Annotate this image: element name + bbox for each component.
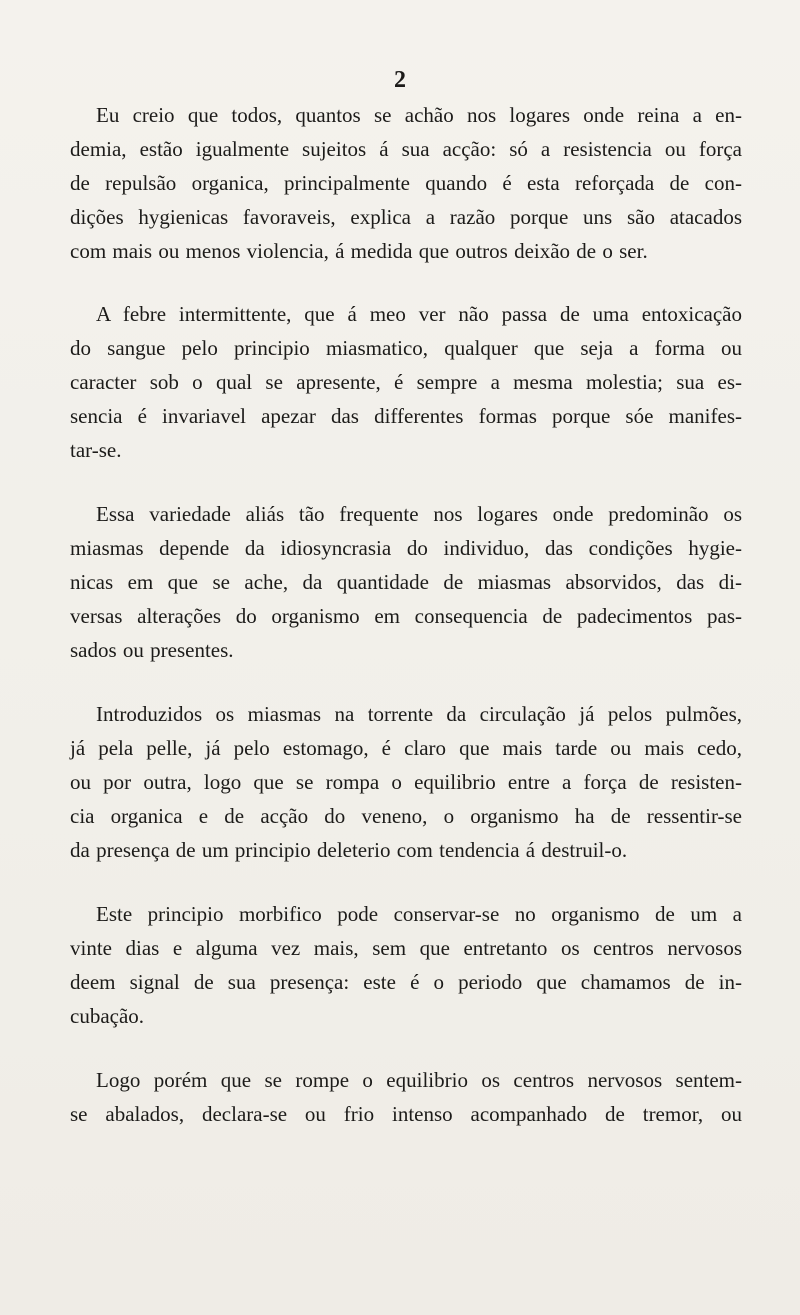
- text-line: da presença de um principio deleterio com tendencia á destruil-o.: [70, 838, 628, 862]
- text-line: cia organica e de acção do veneno, o organismo ha de ressentir-se: [70, 804, 742, 828]
- text-line: Eu creio que todos, quantos se achão nos logares onde reina a en-: [96, 103, 742, 127]
- text-line: Este principio morbifico pode conservar-se no organismo de um a: [96, 902, 742, 926]
- paragraph-2: [70, 297, 742, 467]
- paragraph-3: [70, 497, 742, 667]
- text-line: versas alterações do organismo em consequencia de padecimentos pas-: [70, 604, 742, 628]
- paragraph-4: [70, 697, 742, 867]
- text-line: caracter sob o qual se apresente, é sempre a mesma molestia; sua es-: [70, 370, 742, 394]
- text-line: já pela pelle, já pelo estomago, é claro que mais tarde ou mais cedo,: [70, 736, 742, 760]
- text-line: A febre intermittente, que á meo ver não passa de uma entoxicação: [96, 302, 742, 326]
- text-line: dições hygienicas favoraveis, explica a razão porque uns são atacados: [70, 205, 742, 229]
- text-line: sados ou presentes.: [70, 638, 234, 662]
- text-line: nicas em que se ache, da quantidade de miasmas absorvidos, das di-: [70, 570, 742, 594]
- text-line: com mais ou menos violencia, á medida que outros deixão de o ser.: [70, 239, 648, 263]
- text-line: se abalados, declara-se ou frio intenso acompanhado de tremor, ou: [70, 1102, 742, 1126]
- text-line: demia, estão igualmente sujeitos á sua acção: só a resistencia ou força: [70, 137, 742, 161]
- text-line: miasmas depende da idiosyncrasia do individuo, das condições hygie-: [70, 536, 742, 560]
- text-line: Logo porém que se rompe o equilibrio os centros nervosos sentem-: [96, 1068, 742, 1092]
- paragraph-5: [70, 897, 742, 1033]
- text-line: vinte dias e alguma vez mais, sem que entretanto os centros nervosos: [70, 936, 742, 960]
- text-line: sencia é invariavel apezar das differentes formas porque sóe manifes-: [70, 404, 742, 428]
- page-number: 2: [394, 67, 406, 93]
- text-line: de repulsão organica, principalmente quando é esta reforçada de con-: [70, 171, 742, 195]
- text-line: Essa variedade aliás tão frequente nos logares onde predominão os: [96, 502, 742, 526]
- paragraph-6: [70, 1063, 742, 1131]
- text-line: ou por outra, logo que se rompa o equilibrio entre a força de resisten-: [70, 770, 742, 794]
- text-line: Introduzidos os miasmas na torrente da circulação já pelos pulmões,: [96, 702, 742, 726]
- text-line: do sangue pelo principio miasmatico, qualquer que seja a forma ou: [70, 336, 742, 360]
- text-line: cubação.: [70, 1004, 145, 1028]
- text-line: tar-se.: [70, 438, 122, 462]
- paragraph-1: [70, 98, 742, 268]
- text-line: deem signal de sua presença: este é o periodo que chamamos de in-: [70, 970, 742, 994]
